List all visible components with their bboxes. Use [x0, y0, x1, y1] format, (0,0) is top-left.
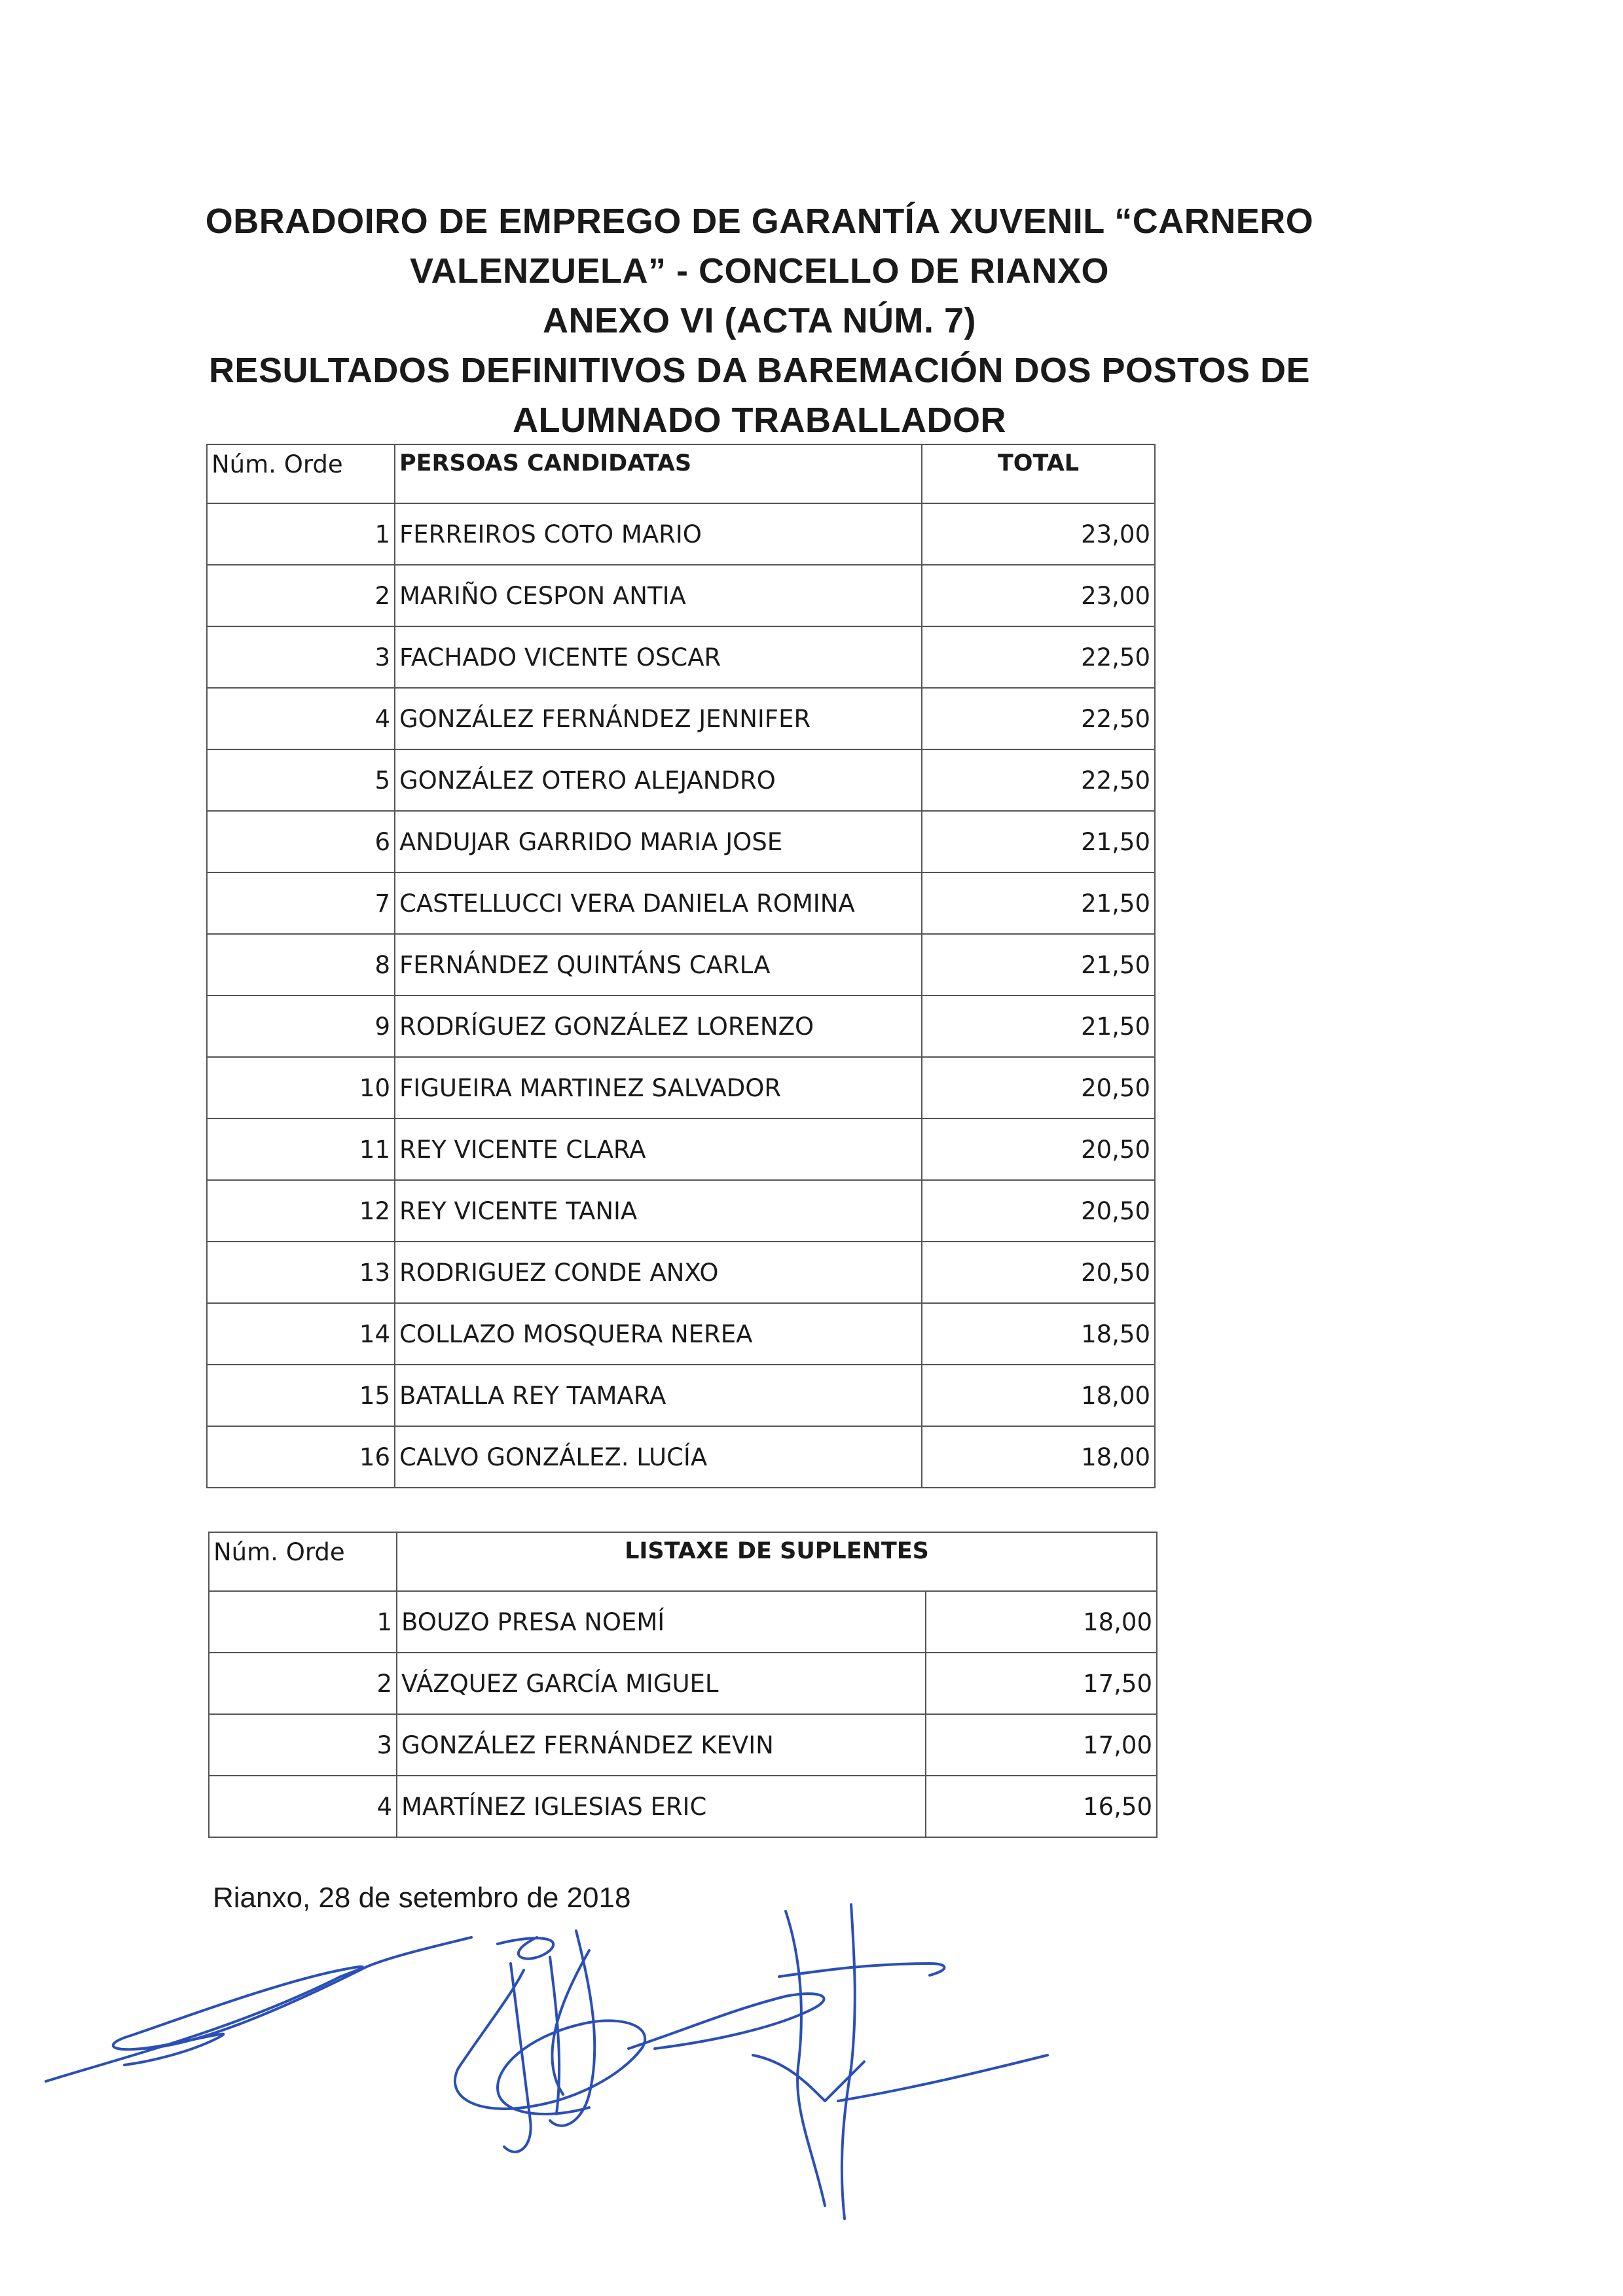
col-header-name: PERSOAS CANDIDATAS — [395, 444, 922, 503]
signatures — [0, 1898, 1623, 2265]
row-number: 2 — [207, 565, 395, 626]
row-number: 6 — [207, 811, 395, 872]
col-header-num: Núm. Orde — [207, 444, 395, 503]
row-name: RODRIGUEZ CONDE ANXO — [395, 1242, 922, 1303]
row-total: 23,00 — [922, 565, 1155, 626]
row-number: 15 — [207, 1365, 395, 1426]
document-title — [0, 196, 1519, 445]
table-row — [209, 1714, 1157, 1776]
table-row — [207, 872, 1155, 934]
title-line-5: ALUMNADO TRABALLADOR — [513, 401, 1006, 440]
row-number: 7 — [207, 872, 395, 934]
row-total: 21,50 — [922, 996, 1155, 1057]
row-total: 22,50 — [922, 688, 1155, 749]
table-row — [209, 1591, 1157, 1653]
signature-3 — [753, 1905, 1048, 2219]
title-line-3: ANEXO VI (ACTA NÚM. 7) — [542, 301, 976, 340]
row-name: MARTÍNEZ IGLESIAS ERIC — [397, 1776, 926, 1837]
table-row — [209, 1653, 1157, 1714]
row-total: 23,00 — [922, 503, 1155, 565]
row-total: 18,00 — [922, 1426, 1155, 1488]
table-row — [207, 1303, 1155, 1365]
row-name: FACHADO VICENTE OSCAR — [395, 626, 922, 688]
row-total: 22,50 — [922, 749, 1155, 811]
table-row — [209, 1776, 1157, 1837]
table-row — [207, 749, 1155, 811]
row-total: 17,00 — [926, 1714, 1157, 1776]
row-name: MARIÑO CESPON ANTIA — [395, 565, 922, 626]
table-header-row — [209, 1532, 1157, 1591]
row-number: 4 — [209, 1776, 397, 1837]
row-number: 14 — [207, 1303, 395, 1365]
row-total: 16,50 — [926, 1776, 1157, 1837]
col-header-num: Núm. Orde — [209, 1532, 397, 1591]
row-number: 5 — [207, 749, 395, 811]
table-row — [207, 1365, 1155, 1426]
row-number: 10 — [207, 1057, 395, 1119]
row-name: FERNÁNDEZ QUINTÁNS CARLA — [395, 934, 922, 996]
row-total: 21,50 — [922, 811, 1155, 872]
table-row — [207, 1426, 1155, 1488]
row-total: 17,50 — [926, 1653, 1157, 1714]
substitutes-table — [208, 1532, 1158, 1838]
row-total: 20,50 — [922, 1057, 1155, 1119]
signature-2 — [455, 1931, 824, 2152]
table-row — [207, 1180, 1155, 1242]
col-header-total: TOTAL — [922, 444, 1155, 503]
candidates-table — [206, 444, 1156, 1488]
title-line-1: OBRADOIRO DE EMPREGO DE GARANTÍA XUVENIL “CARNERO — [205, 202, 1314, 241]
row-number: 2 — [209, 1653, 397, 1714]
table-row — [207, 934, 1155, 996]
row-number: 3 — [207, 626, 395, 688]
table-row — [207, 811, 1155, 872]
row-number: 4 — [207, 688, 395, 749]
row-name: BOUZO PRESA NOEMÍ — [397, 1591, 926, 1653]
table-row — [207, 503, 1155, 565]
row-name: GONZÁLEZ FERNÁNDEZ KEVIN — [397, 1714, 926, 1776]
row-total: 21,50 — [922, 872, 1155, 934]
table-row — [207, 996, 1155, 1057]
table-row — [207, 1242, 1155, 1303]
title-line-4: RESULTADOS DEFINITIVOS DA BAREMACIÓN DOS POSTOS DE — [208, 351, 1311, 390]
table-row — [207, 565, 1155, 626]
row-name: BATALLA REY TAMARA — [395, 1365, 922, 1426]
row-number: 9 — [207, 996, 395, 1057]
row-name: REY VICENTE CLARA — [395, 1119, 922, 1180]
row-name: RODRÍGUEZ GONZÁLEZ LORENZO — [395, 996, 922, 1057]
row-total: 20,50 — [922, 1242, 1155, 1303]
row-number: 16 — [207, 1426, 395, 1488]
row-number: 8 — [207, 934, 395, 996]
row-total: 18,50 — [922, 1303, 1155, 1365]
table-row — [207, 688, 1155, 749]
place-date: Rianxo, 28 de setembro de 2018 — [213, 1882, 631, 1914]
table-header-row — [207, 444, 1155, 503]
table-row — [207, 1057, 1155, 1119]
table-row — [207, 1119, 1155, 1180]
row-name: ANDUJAR GARRIDO MARIA JOSE — [395, 811, 922, 872]
row-number: 1 — [207, 503, 395, 565]
signature-1 — [46, 1937, 471, 2081]
row-name: REY VICENTE TANIA — [395, 1180, 922, 1242]
row-name: FERREIROS COTO MARIO — [395, 503, 922, 565]
row-name: VÁZQUEZ GARCÍA MIGUEL — [397, 1653, 926, 1714]
row-total: 20,50 — [922, 1119, 1155, 1180]
substitutes-body — [209, 1591, 1157, 1837]
row-name: GONZÁLEZ OTERO ALEJANDRO — [395, 749, 922, 811]
row-name: GONZÁLEZ FERNÁNDEZ JENNIFER — [395, 688, 922, 749]
row-number: 11 — [207, 1119, 395, 1180]
candidates-body — [207, 503, 1155, 1488]
col-header-substitutes: LISTAXE DE SUPLENTES — [397, 1532, 1157, 1591]
row-number: 12 — [207, 1180, 395, 1242]
table-row — [207, 626, 1155, 688]
row-name: CALVO GONZÁLEZ. LUCÍA — [395, 1426, 922, 1488]
row-total: 18,00 — [926, 1591, 1157, 1653]
row-total: 18,00 — [922, 1365, 1155, 1426]
row-total: 21,50 — [922, 934, 1155, 996]
row-number: 13 — [207, 1242, 395, 1303]
row-name: CASTELLUCCI VERA DANIELA ROMINA — [395, 872, 922, 934]
row-number: 3 — [209, 1714, 397, 1776]
title-line-2: VALENZUELA” - CONCELLO DE RIANXO — [410, 251, 1109, 291]
row-number: 1 — [209, 1591, 397, 1653]
row-total: 20,50 — [922, 1180, 1155, 1242]
row-total: 22,50 — [922, 626, 1155, 688]
row-name: COLLAZO MOSQUERA NEREA — [395, 1303, 922, 1365]
row-name: FIGUEIRA MARTINEZ SALVADOR — [395, 1057, 922, 1119]
